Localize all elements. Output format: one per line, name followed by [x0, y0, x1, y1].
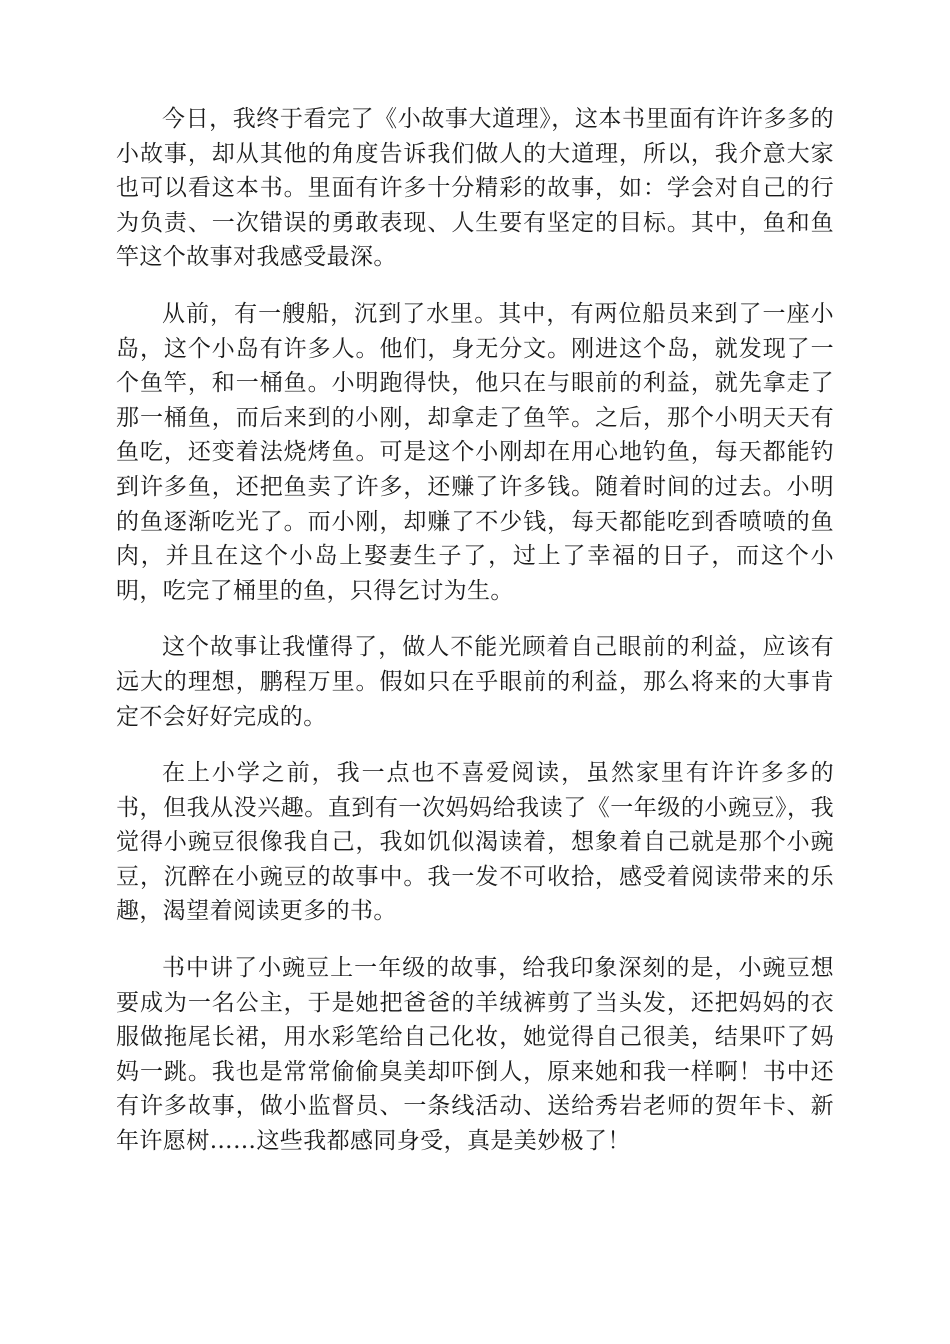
paragraph-2: 从前，有一艘船，沉到了水里。其中，有两位船员来到了一座小岛，这个小岛有许多人。他们，身无分文。刚进这个岛，就发现了一个鱼竿，和一桶鱼。小明跑得快，他只在与眼前的利益，就先拿走了那一桶鱼，而后来到的小刚，却拿走了鱼竿。之后，那个小明天天有鱼吃，还变着法烧烤鱼。可是这个小刚却在用心地钓鱼，每天都能钓到许多鱼，还把鱼卖了许多，还赚了许多钱。随着时间的过去。小明的鱼逐渐吃光了。而小刚，却赚了不少钱，每天都能吃到香喷喷的鱼肉，并且在这个小岛上娶妻生子了，过上了幸福的日子，而这个小明，吃完了桶里的鱼，只得乞讨为生。	[116, 300, 834, 604]
paragraph-5: 书中讲了小豌豆上一年级的故事，给我印象深刻的是，小豌豆想要成为一名公主，于是她把爸爸的羊绒裤剪了当头发，还把妈妈的衣服做拖尾长裙，用水彩笔给自己化妆，她觉得自己很美，结果吓了妈妈一跳。我也是常常偷偷臭美却吓倒人，原来她和我一样啊！书中还有许多故事，做小监督员、一条线活动、送给秀岩老师的贺年卡、新年许愿树……这些我都感同身受，真是美妙极了！	[116, 955, 834, 1155]
document-page	[116, 102, 834, 1181]
paragraph-3: 这个故事让我懂得了，做人不能光顾着自己眼前的利益，应该有远大的理想，鹏程万里。假如只在乎眼前的利益，那么将来的大事肯定不会好好完成的。	[116, 634, 834, 730]
paragraph-4: 在上小学之前，我一点也不喜爱阅读，虽然家里有许许多多的书，但我从没兴趣。直到有一次妈妈给我读了《一年级的小豌豆》，我觉得小豌豆很像我自己，我如饥似渴读着，想象着自己就是那个小豌豆，沉醉在小豌豆的故事中。我一发不可收拾，感受着阅读带来的乐趣，渴望着阅读更多的书。	[116, 760, 834, 925]
paragraph-1: 今日，我终于看完了《小故事大道理》，这本书里面有许许多多的小故事，却从其他的角度告诉我们做人的大道理，所以，我介意大家也可以看这本书。里面有许多十分精彩的故事，如：学会对自己的行为负责、一次错误的勇敢表现、人生要有坚定的目标。其中，鱼和鱼竿这个故事对我感受最深。	[116, 106, 834, 271]
